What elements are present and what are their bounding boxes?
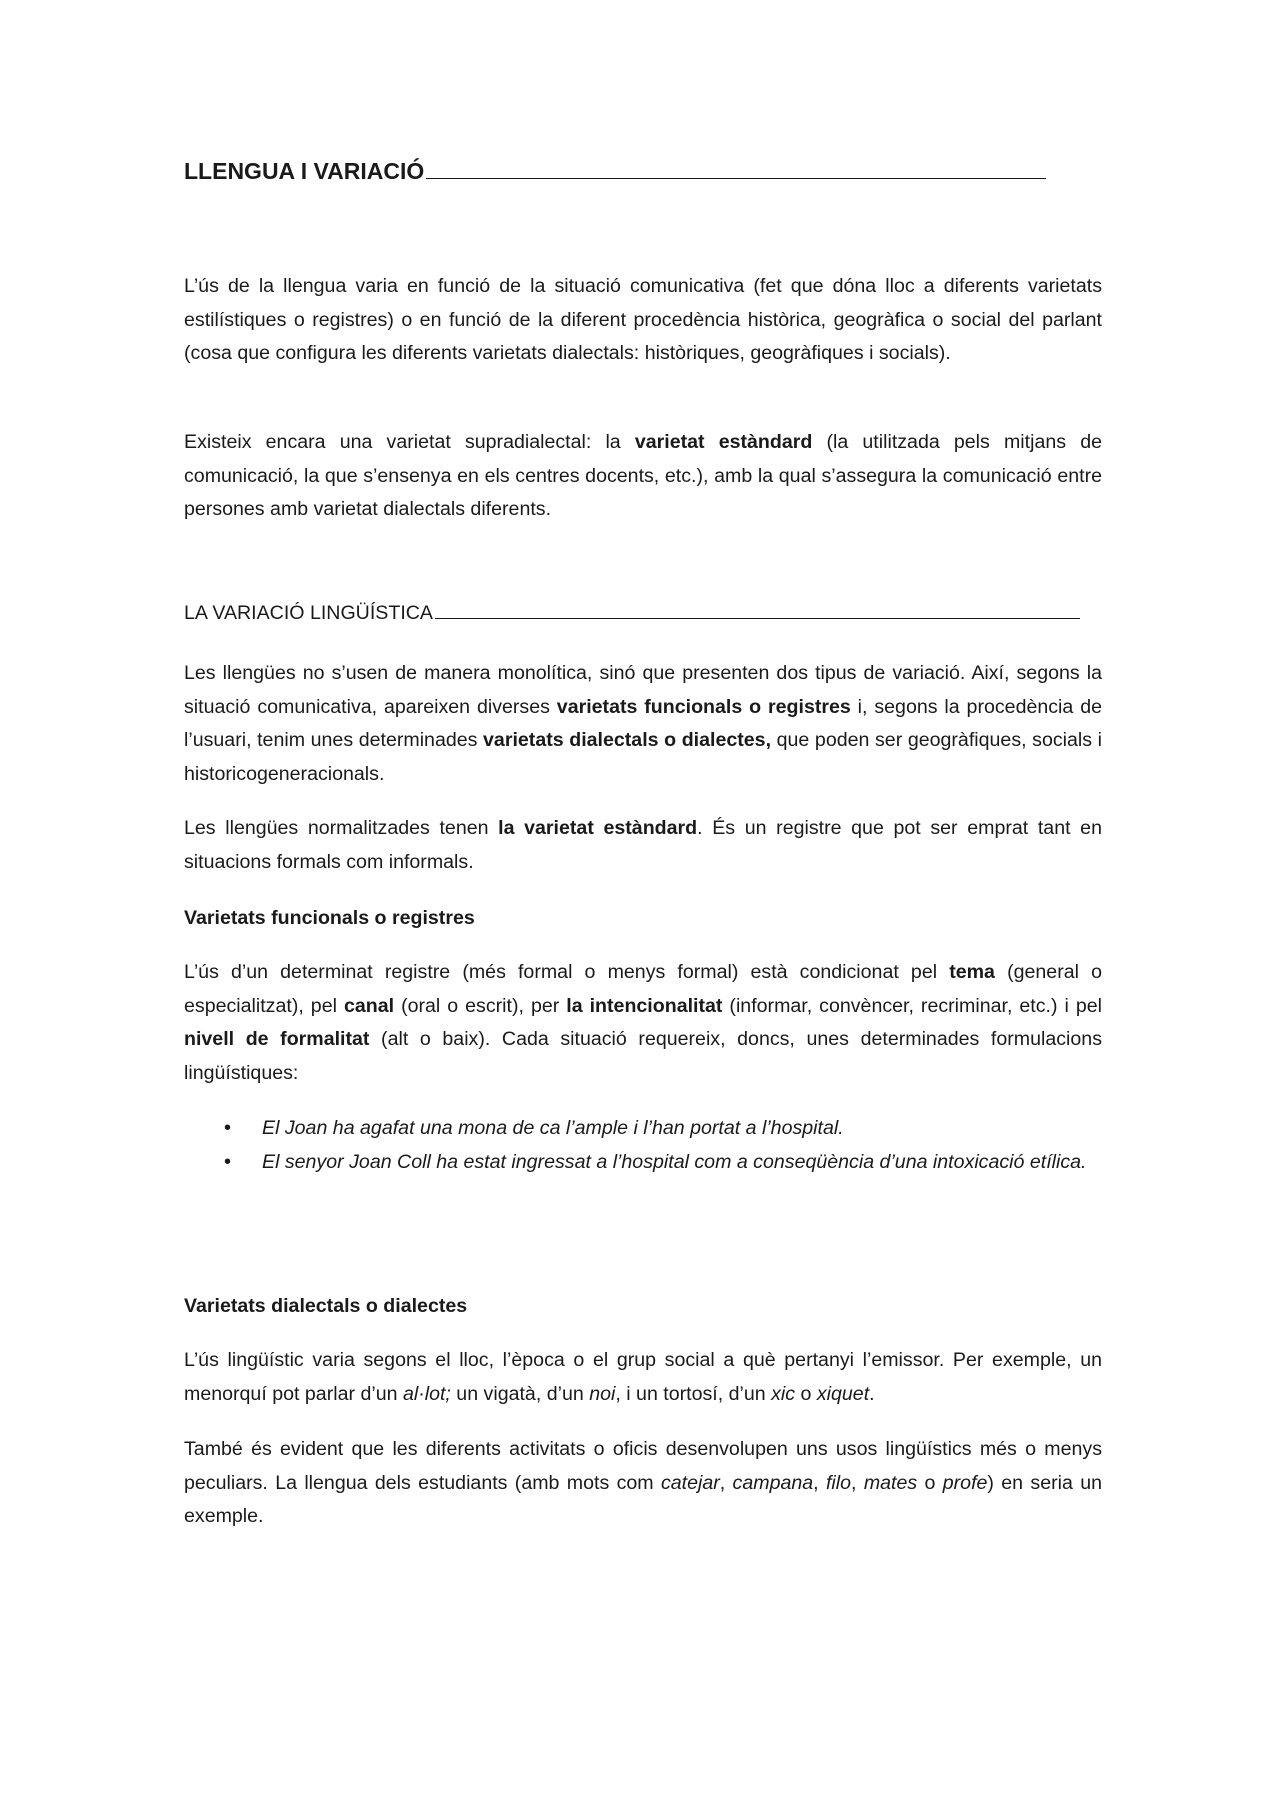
dialectes-text-2i: o <box>917 1471 943 1494</box>
italic-campana: campana <box>732 1471 814 1494</box>
example-1: El Joan ha agafat una mona de ca l’ample i l’han portat a l’hospital. <box>262 1117 844 1139</box>
registres-paragraph <box>184 956 1102 1090</box>
section-heading <box>184 602 1080 625</box>
example-2: El senyor Joan Coll ha estat ingressat a l’hospital com a conseqüència d’una intoxicació etílica. <box>262 1150 1087 1173</box>
examples-list-block <box>184 1112 1102 1179</box>
intro-text-2c: (la utilitzada pels mitjans de comunicació, la que s’ensenya en els centres docents, etc.), amb la qual s’assegura la comunicació entre persones amb varietat dialectals diferents. <box>184 431 1102 520</box>
italic-allot: al·lot; <box>402 1382 451 1405</box>
registres-text-g: (informar, convèncer, recriminar, etc.) i pel <box>722 994 1102 1017</box>
list-item <box>184 1146 1102 1180</box>
italic-xic: xic <box>771 1382 796 1405</box>
dialectes-text-1e: , i un tortosí, d’un <box>615 1382 772 1405</box>
bullet-icon: • <box>224 1117 232 1139</box>
italic-profe: profe <box>942 1471 988 1494</box>
registres-heading-block <box>184 902 1102 936</box>
bold-varietats-funcionals: varietats funcionals o registres <box>556 695 851 718</box>
dialectes-text-2g: , <box>851 1471 864 1494</box>
bold-canal: canal <box>343 994 395 1017</box>
dialectes-text-1a: L’ús lingüístic varia segons el lloc, l’època o el grup social a què pertanyi l’emissor. Per exemple, un menorquí pot parlar d’un <box>184 1349 1102 1405</box>
dialectes-text-2e: , <box>813 1471 826 1494</box>
section-text-1c: i, segons la procedència de l’usuari, tenim unes determinades <box>184 695 1102 751</box>
bold-varietats-dialectals: varietats dialectals o dialectes, <box>483 729 772 751</box>
registres-text-c: (general o especialitzat), pel <box>184 961 1102 1017</box>
section-paragraph-1 <box>184 657 1102 791</box>
section-text-2c: . És un registre que pot ser emprat tant en situacions formals com informals. <box>184 817 1102 873</box>
intro-text-2 <box>184 426 1102 527</box>
examples-list <box>184 1112 1102 1179</box>
dialectes-text-1g: o <box>795 1382 817 1405</box>
intro-bold-varietat-estandard: varietat estàndard <box>634 431 813 453</box>
section-text-2 <box>184 812 1102 879</box>
section-paragraph-2 <box>184 812 1102 879</box>
italic-mates: mates <box>863 1471 918 1494</box>
dialectes-paragraph-1 <box>184 1344 1102 1411</box>
bold-la-varietat-estandard: la varietat estàndard <box>498 817 698 839</box>
section-text-1 <box>184 657 1102 791</box>
dialectes-heading: Varietats dialectals o dialectes <box>184 1295 468 1317</box>
bold-tema: tema <box>949 961 995 983</box>
intro-text-2a: Existeix encara una varietat supradialectal: la <box>184 431 635 453</box>
registres-heading: Varietats funcionals o registres <box>184 907 475 929</box>
intro-text-1: L’ús de la llengua varia en funció de la situació comunicativa (fet que dóna lloc a diferents varietats estilístiques o registres) o en funció de la diferent procedència històrica, geogràfica o social del parlant (cosa que configura les diferents varietats dialectals: històriques, geogràfiques i socials). <box>184 275 1102 364</box>
dialectes-text-2 <box>184 1433 1102 1534</box>
registres-text-i: (alt o baix). Cada situació requereix, doncs, unes determinades formulacions lingüístiques: <box>184 1028 1102 1084</box>
bold-nivell-formalitat: nivell de formalitat <box>184 1028 370 1050</box>
registres-text <box>184 956 1102 1090</box>
section-heading-rule <box>435 617 1080 619</box>
italic-xiquet: xiquet <box>816 1382 870 1405</box>
bullet-icon: • <box>224 1150 232 1173</box>
section-text-1a: Les llengües no s’usen de manera monolítica, sinó que presenten dos tipus de variació. Així, segons la situació comunicativa, apareixen diverses <box>184 662 1102 718</box>
dialectes-text-2c: , <box>719 1471 733 1494</box>
intro-paragraph-1 <box>184 270 1102 371</box>
dialectes-text-1c: un vigatà, d’un <box>450 1382 590 1405</box>
dialectes-text-2a: També és evident que les diferents activitats o oficis desenvolupen uns usos lingüístics més o menys peculiars. La llengua dels estudiants (amb mots com <box>184 1438 1102 1494</box>
section-text-1e: que poden ser geogràfiques, socials i historicogeneracionals. <box>184 729 1102 785</box>
dialectes-text-1 <box>184 1344 1102 1411</box>
italic-catejar: catejar <box>660 1471 720 1494</box>
italic-noi: noi <box>589 1382 616 1405</box>
dialectes-text-1i: . <box>869 1382 875 1405</box>
title-underline-rule <box>426 177 1046 179</box>
section-heading-text: LA VARIACIÓ LINGÜÍSTICA <box>184 602 433 624</box>
page-title <box>184 158 1046 185</box>
dialectes-paragraph-2 <box>184 1433 1102 1534</box>
registres-text-a: L’ús d’un determinat registre (més formal o menys formal) està condicionat pel <box>184 961 950 983</box>
dialectes-text-2k: ) en seria un exemple. <box>184 1471 1103 1527</box>
dialectes-heading-block <box>184 1290 1102 1324</box>
list-item <box>184 1112 1102 1146</box>
registres-text-e: (oral o escrit), per <box>394 994 567 1017</box>
bold-intencionalitat: la intencionalitat <box>566 994 723 1017</box>
italic-filo: filo <box>825 1471 852 1494</box>
intro-paragraph-2 <box>184 426 1102 527</box>
page-title-text: LLENGUA I VARIACIÓ <box>184 158 425 184</box>
section-text-2a: Les llengües normalitzades tenen <box>184 817 499 839</box>
